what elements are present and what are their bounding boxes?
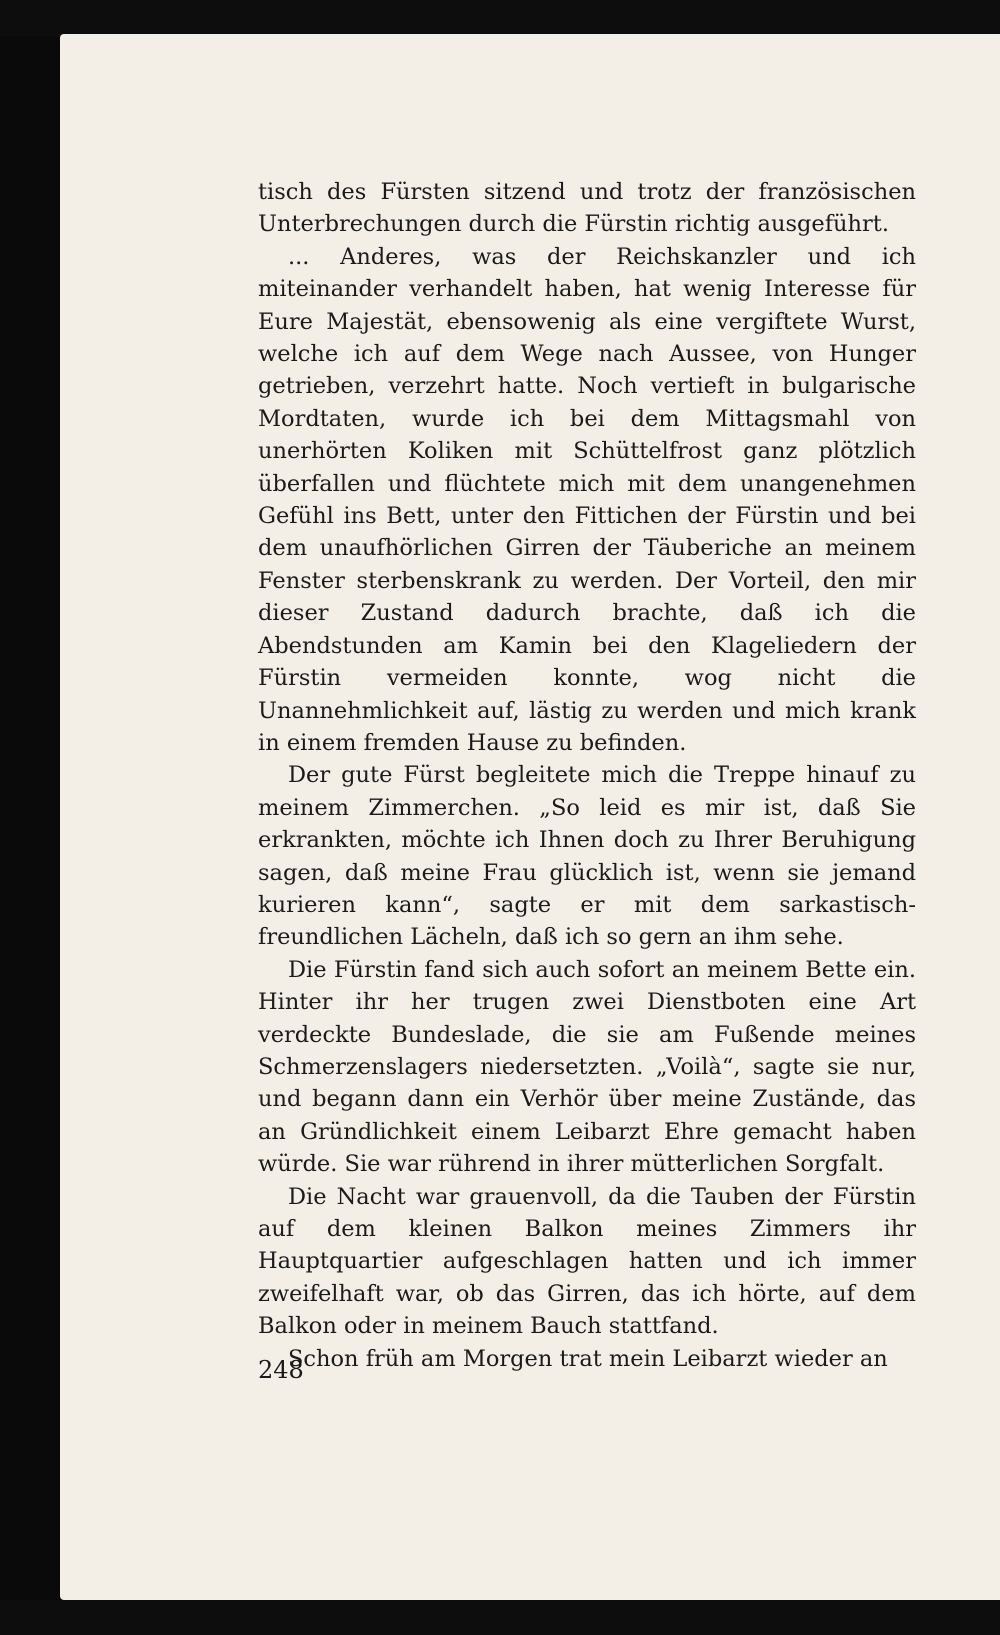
paragraph-6: Schon früh am Morgen trat mein Leibarzt wieder an [288,1345,888,1372]
paragraph-2: ... Anderes, was der Reichskanzler und ich miteinander verhandelt haben, hat wenig Interesse für Eure Majestät, ebensowenig als eine vergiftete Wurst, welche ich auf dem Wege nach Aussee, von Hunger getrieben, verzehrt hatte. Noch vertieft in bulgarische Mordtaten, wurde ich bei dem Mittagsmahl von unerhörten Koliken mit Schüttelfrost ganz plötzlich überfallen und flüchtete mich mit dem unangenehmen Gefühl ins Bett, unter den Fittichen der Fürstin und bei dem unaufhörlichen Girren der Täuberiche an meinem Fenster sterbenskrank zu werden. Der Vorteil, den mir dieser Zustand dadurch brachte, daß ich die Abendstunden am Kamin bei den Klageliedern der Fürstin vermeiden konnte, wog nicht die Unannehmlichkeit auf, lästig zu werden und mich krank in einem fremden Hause zu befinden. [258,243,916,756]
page-number: 248 [258,1356,304,1384]
paragraph-5: Die Nacht war grauenvoll, da die Tauben der Fürstin auf dem kleinen Balkon meines Zimmers ihr Hauptquartier aufgeschlagen hatten und ich immer zweifelhaft war, ob das Girren, das ich hörte, auf dem Balkon oder in meinem Bauch stattfand. [258,1183,916,1340]
page-body-text [258,176,916,1375]
scan-border-bottom [0,1600,1000,1635]
scan-border-top [0,0,1000,36]
paragraph-1: tisch des Fürsten sitzend und trotz der französischen Unterbrechungen durch die Fürstin richtig ausgeführt. [258,179,916,238]
paragraph-4: Die Fürstin fand sich auch sofort an meinem Bette ein. Hinter ihr her trugen zwei Dienstboten eine Art verdeckte Bundeslade, die sie am Fußende meines Schmerzenslagers niedersetzten. „Voilà“, sagte sie nur, und begann dann ein Verhör über meine Zustände, das an Gründlichkeit einem Leibarzt Ehre gemacht haben würde. Sie war rührend in ihrer mütterlichen Sorgfalt. [258,956,916,1178]
paragraph-3: Der gute Fürst begleitete mich die Treppe hinauf zu meinem Zimmerchen. „So leid es mir ist, daß Sie erkrankten, möchte ich Ihnen doch zu Ihrer Beruhigung sagen, daß meine Frau glücklich ist, wenn sie jemand kurieren kann“, sagte er mit dem sarkastisch-freundlichen Lächeln, daß ich so gern an ihm sehe. [258,762,916,951]
